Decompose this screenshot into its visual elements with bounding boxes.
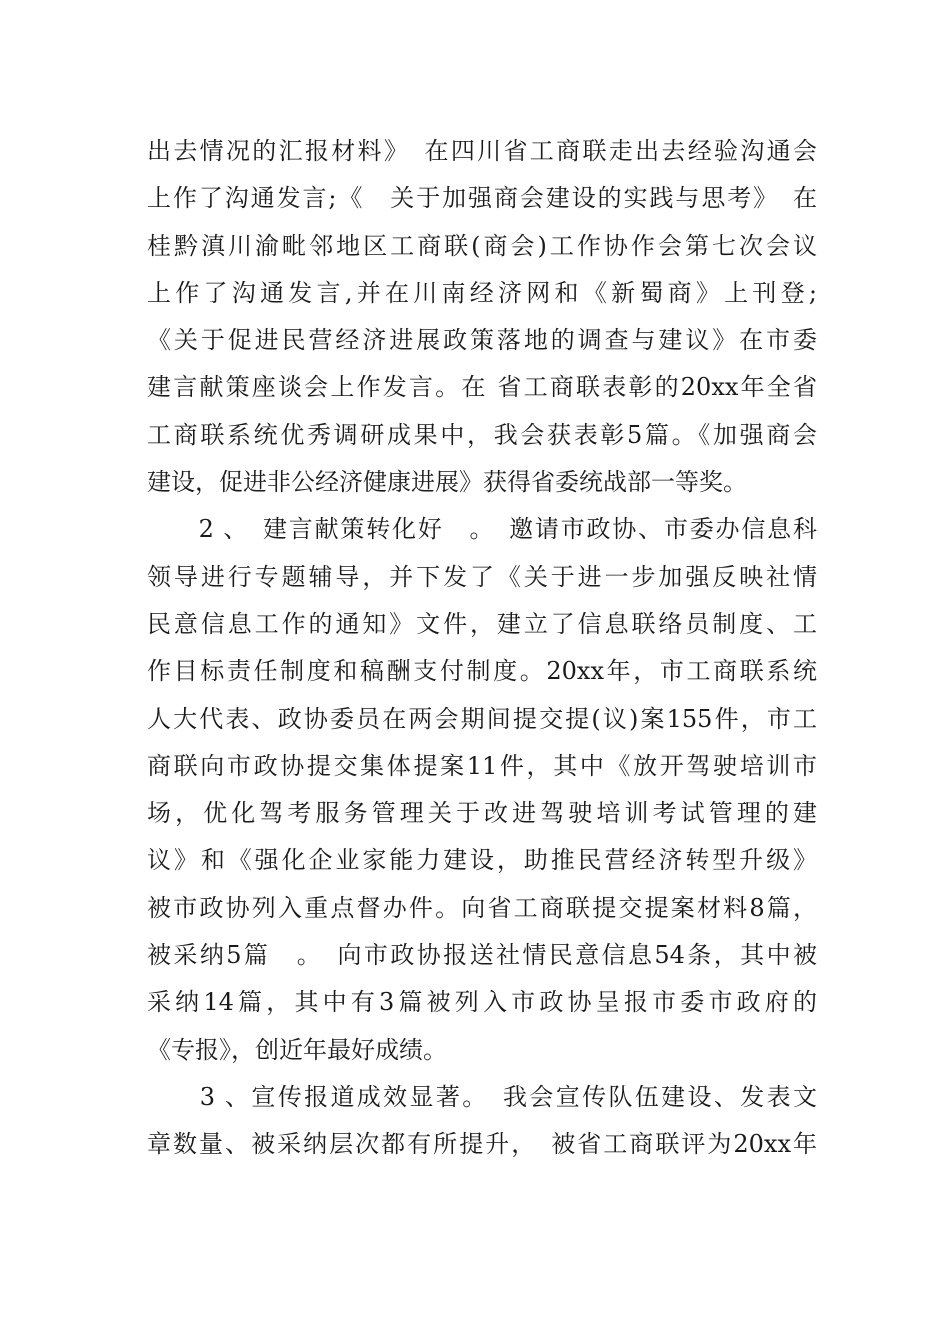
text-line: 上作了沟通发言,并在川南经济网和《新蜀商》上刊登; [147, 278, 817, 307]
text-line: 建设，促进非公经济健康进展》获得省委统战部一等奖。 [147, 468, 747, 497]
text-line: 工商联系统优秀调研成果中，我会获表彰5篇。《加强商会 [147, 420, 817, 449]
text-line: 章数量、被采纳层次都有所提升， 被省工商联评为20xx年 [147, 1130, 817, 1159]
text-line: 上作了沟通发言;《 关于加强商会建设的实践与思考》 在 [147, 184, 817, 213]
text-line: 2 、 建言献策转化好 。 邀请市政协、市委办信息科 [147, 515, 817, 544]
text-line: 《专报》，创近年最好成绩。 [147, 1035, 447, 1064]
text-line: 3 、宣传报道成效显著。 我会宣传队伍建设、发表文 [147, 1082, 817, 1111]
text-line: 场，优化驾考服务管理关于改进驾驶培训考试管理的建 [147, 799, 817, 828]
text-line: 建言献策座谈会上作发言。在 省工商联表彰的20xx年全省 [147, 373, 817, 402]
text-line: 议》和《强化企业家能力建设，助推民营经济转型升级》 [147, 846, 817, 875]
text-line: 民意信息工作的通知》文件，建立了信息联络员制度、工 [147, 609, 817, 638]
text-line: 《关于促进民营经济进展政策落地的调查与建议》在市委 [147, 326, 817, 355]
text-line: 作目标责任制度和稿酬支付制度。20xx年，市工商联系统 [147, 657, 817, 686]
text-line: 出去情况的汇报材料》 在四川省工商联走出去经验沟通会 [147, 137, 817, 165]
text-line: 采纳14篇，其中有3篇被列入市政协呈报市委市政府的 [147, 988, 817, 1017]
text-line: 领导进行专题辅导，并下发了《关于进一步加强反映社情 [147, 562, 817, 591]
text-line: 被采纳5篇 。 向市政协报送社情民意信息54条，其中被 [147, 941, 817, 970]
body-text [147, 128, 817, 1169]
text-line: 商联向市政协提交集体提案11件，其中《放开驾驶培训市 [147, 751, 817, 780]
text-line: 被市政协列入重点督办件。向省工商联提交提案材料8篇， [147, 893, 817, 922]
text-line: 桂黔滇川渝毗邻地区工商联(商会)工作协作会第七次会议 [147, 231, 817, 260]
text-line: 人大代表、政协委员在两会期间提交提(议)案155件，市工 [147, 704, 817, 733]
